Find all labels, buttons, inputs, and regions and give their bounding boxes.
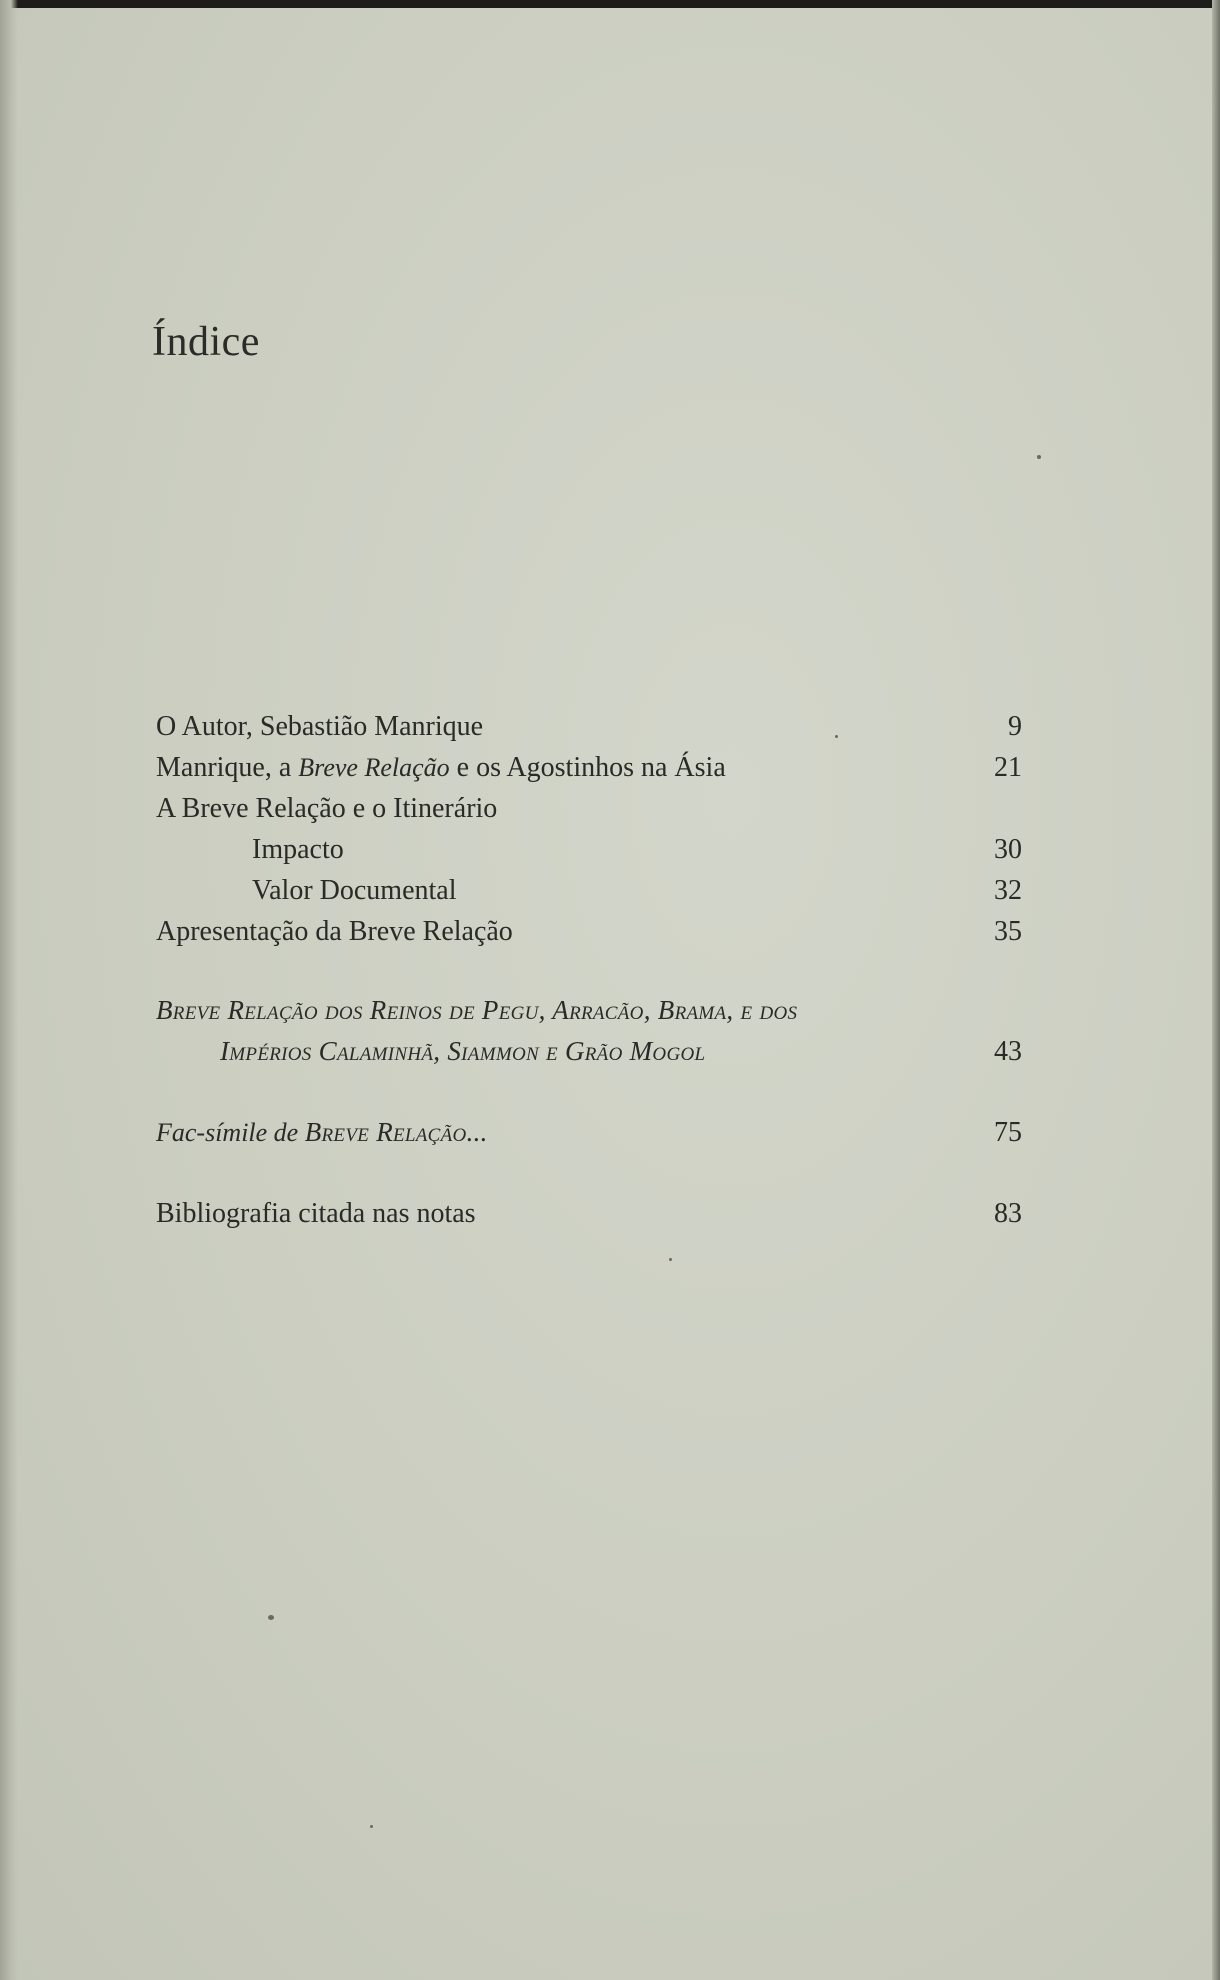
toc-entry-label: Impérios Calaminhã, Siammon e Grão Mogol: [220, 1036, 706, 1066]
toc-page-number: 32: [994, 875, 1022, 906]
toc-page-number: 9: [1008, 711, 1022, 742]
toc-page-number: 75: [994, 1117, 1022, 1148]
toc-entry-label: O Autor, Sebastião Manrique: [156, 711, 484, 742]
toc-entry-label: A Breve Relação e o Itinerário: [156, 793, 498, 824]
paper-speck: [370, 1825, 373, 1828]
toc-entry: [156, 747, 1022, 788]
toc-entry-italic-text: Fac-símile de: [156, 1118, 305, 1147]
toc-page-number: 35: [994, 916, 1022, 947]
toc-entry-text: e os Agostinhos na Ásia: [449, 752, 726, 783]
toc-entry: [156, 706, 1022, 747]
page-right-edge: [1212, 0, 1220, 1980]
toc-entry-text: Manrique, a: [156, 752, 299, 783]
page-top-edge: [0, 0, 1220, 8]
toc-entry-label: Breve Relação dos Reinos de Pegu, Arracão, Brama, e dos: [156, 995, 798, 1025]
toc-entry-label: Impacto: [252, 834, 344, 865]
toc-subentry: [156, 829, 1022, 870]
toc-entry-label: Bibliografia citada nas notas: [156, 1198, 476, 1229]
toc-entry-label: [156, 747, 726, 788]
toc-entry-label: Apresentação da Breve Relação: [156, 916, 513, 947]
table-of-contents: [156, 706, 1022, 1234]
paper-speck: [669, 1258, 672, 1261]
toc-entry: [156, 788, 1022, 829]
toc-subentry: [156, 870, 1022, 911]
toc-entry-smallcaps-title: Breve Relação...: [304, 1117, 488, 1147]
toc-page-number: 43: [994, 1036, 1022, 1067]
page-gutter-shadow: [0, 0, 18, 1980]
toc-entry-italic-title: Breve Relação: [298, 753, 450, 782]
toc-page-number: 21: [994, 752, 1022, 783]
paper-speck: [1037, 455, 1041, 459]
paper-speck: [268, 1615, 274, 1620]
toc-entry: [156, 911, 1022, 952]
toc-entry: [156, 1193, 1022, 1234]
toc-entry: [156, 990, 1022, 1031]
toc-page-number: 30: [994, 834, 1022, 865]
toc-page-number: 83: [994, 1198, 1022, 1229]
toc-entry-label: [156, 1112, 488, 1153]
toc-entry: [156, 1112, 1022, 1153]
toc-entry-label: Valor Documental: [252, 875, 457, 906]
page-title: Índice: [152, 319, 260, 365]
toc-entry-continuation: [156, 1031, 1022, 1072]
